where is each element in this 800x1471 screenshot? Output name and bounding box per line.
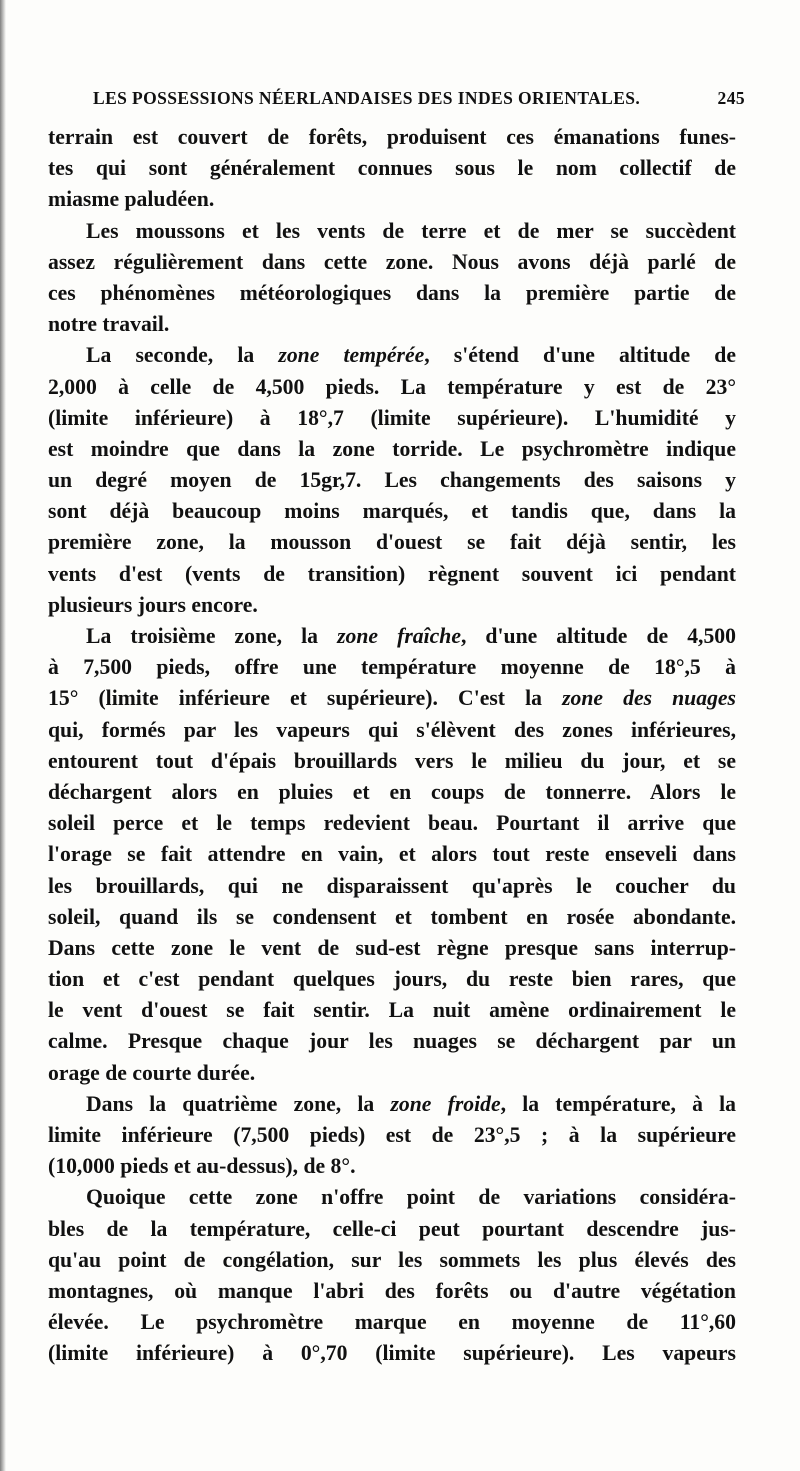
- line-text: orage de courte durée.: [48, 1060, 256, 1085]
- text-line: [48, 496, 736, 527]
- text-line: [48, 1307, 736, 1338]
- text-line: [48, 683, 736, 714]
- text-line: [48, 933, 736, 964]
- line-text: tes qui sont généralement connues sous le nom collectif de: [48, 156, 736, 181]
- line-text: Dans la quatrième zone, la: [86, 1091, 391, 1116]
- text-line: [48, 746, 736, 777]
- line-text: les brouillards, qui ne disparaissent qu'après le coucher du: [48, 873, 736, 898]
- line-text: , s'étend d'une altitude de: [424, 343, 736, 368]
- text-line: [48, 1338, 736, 1369]
- line-text: sont déjà beaucoup moins marqués, et tandis que, dans la: [48, 499, 736, 524]
- text-line: [48, 1151, 736, 1182]
- text-line: [48, 309, 736, 340]
- text-line: [48, 278, 736, 309]
- line-text: limite inférieure (7,500 pieds) est de 23°,5 ; à la supérieure: [48, 1123, 736, 1147]
- line-text: , la température, à la: [500, 1091, 736, 1116]
- text-line: [48, 372, 736, 403]
- text-line: [48, 1026, 736, 1057]
- text-line: [48, 434, 736, 465]
- line-text: Les moussons et les vents de terre et de mer se succèdent: [86, 218, 736, 243]
- line-text: miasme paludéen.: [48, 187, 215, 212]
- italic-term: zone des nuages: [562, 686, 736, 711]
- text-line: [48, 1245, 736, 1276]
- line-text: notre travail.: [48, 312, 170, 337]
- running-head: [93, 88, 745, 112]
- text-line: [48, 1182, 736, 1213]
- line-text: montagnes, où manque l'abri des forêts ou d'autre végétation: [48, 1278, 736, 1303]
- text-line: [48, 715, 736, 746]
- line-text: Quoique cette zone n'offre point de variations considéra-: [86, 1185, 736, 1210]
- line-text: bles de la température, celle-ci peut pourtant descendre jus-: [48, 1216, 736, 1241]
- body-text: [48, 122, 736, 1370]
- text-line: [48, 216, 736, 247]
- text-line: [48, 1089, 736, 1120]
- line-text: 2,000 à celle de 4,500 pieds. La température y est de 23°: [48, 374, 736, 399]
- line-text: ces phénomènes météorologiques dans la première partie de: [48, 280, 736, 305]
- line-text: soleil, quand ils se condensent et tombent en rosée abondante.: [48, 904, 736, 929]
- line-text: La troisième zone, la: [86, 624, 338, 648]
- line-text: soleil perce et le temps redevient beau. Pourtant il arrive que: [48, 811, 736, 836]
- italic-term: zone froide: [390, 1091, 501, 1116]
- text-line: [48, 621, 736, 652]
- line-text: assez régulièrement dans cette zone. Nous avons déjà parlé de: [48, 249, 736, 274]
- line-text: première zone, la mousson d'ouest se fait déjà sentir, les: [48, 530, 736, 555]
- line-text: le vent d'ouest se fait sentir. La nuit amène ordinairement le: [48, 998, 736, 1023]
- text-line: [48, 184, 736, 215]
- line-text: La seconde, la: [86, 343, 279, 368]
- line-text: tion et c'est pendant quelques jours, du reste bien rares, que: [48, 967, 736, 992]
- running-title: LES POSSESSIONS NÉERLANDAISES DES INDES ORIENTALES.: [93, 88, 641, 108]
- text-line: [48, 1276, 736, 1307]
- text-line: [48, 403, 736, 434]
- binding-shadow: [0, 0, 6, 1471]
- text-line: [48, 1214, 736, 1245]
- line-text: entourent tout d'épais brouillards vers le milieu du jour, et se: [48, 748, 736, 773]
- line-text: plusieurs jours encore.: [48, 592, 258, 617]
- line-text: calme. Presque chaque jour les nuages se déchargent par un: [48, 1029, 736, 1054]
- text-line: [48, 559, 736, 590]
- italic-term: zone fraîche: [337, 624, 461, 648]
- line-text: (limite inférieure) à 18°,7 (limite supérieure). L'humidité y: [48, 405, 736, 430]
- line-text: terrain est couvert de forêts, produisent ces émanations funes-: [48, 125, 736, 149]
- text-line: [48, 964, 736, 995]
- line-text: 15° (limite inférieure et supérieure). C'est la: [48, 686, 563, 711]
- text-line: [48, 871, 736, 902]
- text-line: [48, 465, 736, 496]
- text-line: [48, 777, 736, 808]
- text-line: [48, 652, 736, 683]
- text-line: [48, 995, 736, 1026]
- text-line: [48, 153, 736, 184]
- text-line: [48, 340, 736, 371]
- line-text: (limite inférieure) à 0°,70 (limite supérieure). Les vapeurs: [48, 1341, 736, 1366]
- line-text: un degré moyen de 15gr,7. Les changements des saisons y: [48, 468, 736, 493]
- line-text: l'orage se fait attendre en vain, et alors tout reste enseveli dans: [48, 842, 736, 867]
- line-text: Dans cette zone le vent de sud-est règne presque sans interrup-: [48, 935, 736, 960]
- line-text: qui, formés par les vapeurs qui s'élèvent des zones inférieures,: [48, 717, 736, 742]
- italic-term: zone tempérée: [278, 343, 425, 368]
- line-text: est moindre que dans la zone torride. Le psychromètre indique: [48, 436, 736, 461]
- text-line: [48, 527, 736, 558]
- text-line: [48, 247, 736, 278]
- line-text: élevée. Le psychromètre marque en moyenne de 11°,60: [48, 1310, 736, 1335]
- text-line: [48, 590, 736, 621]
- line-text: qu'au point de congélation, sur les sommets les plus élevés des: [48, 1247, 736, 1272]
- text-line: [48, 122, 736, 153]
- text-line: [48, 1058, 736, 1089]
- line-text: à 7,500 pieds, offre une température moyenne de 18°,5 à: [48, 655, 736, 680]
- text-line: [48, 1120, 736, 1151]
- line-text: vents d'est (vents de transition) règnent souvent ici pendant: [48, 561, 736, 586]
- page-number: 245: [717, 88, 745, 108]
- line-text: , d'une altitude de 4,500: [460, 624, 736, 648]
- text-line: [48, 839, 736, 870]
- line-text: déchargent alors en pluies et en coups de tonnerre. Alors le: [48, 779, 736, 804]
- line-text: (10,000 pieds et au-dessus), de 8°.: [48, 1154, 356, 1179]
- text-line: [48, 902, 736, 933]
- text-line: [48, 808, 736, 839]
